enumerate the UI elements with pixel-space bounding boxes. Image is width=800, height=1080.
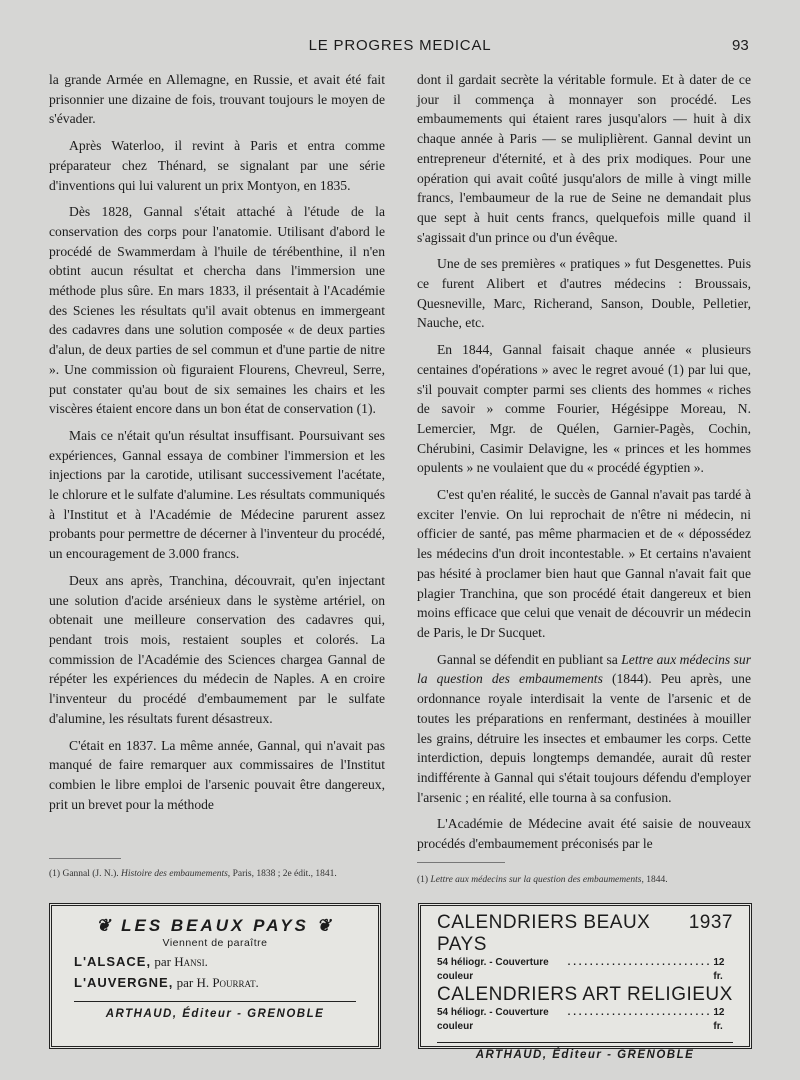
- page-number: 93: [732, 37, 749, 54]
- ad-publisher: ARTHAUD, Éditeur - GRENOBLE: [74, 1001, 356, 1020]
- paragraph: Une de ses premières « pratiques » fut Desgenettes. Puis ce furent Alibert et d'autres médecins : Broussais, Quesneville, Marc, Richerand, Sanson, Double, Pelletier, Nauche, etc.: [417, 256, 751, 331]
- ad-title-text: LES BEAUX PAYS: [121, 916, 309, 935]
- calendar-description: 54 héliogr. - Couverture couleur: [437, 1007, 549, 1032]
- footnote-title: Lettre aux médecins sur la question des embaumements,: [430, 875, 644, 885]
- book-title: L'AUVERGNE,: [74, 975, 174, 990]
- footnote-divider: [417, 862, 505, 863]
- author-prefix: par: [176, 975, 194, 990]
- leader-dots: . . . . . . . . . . . . . . . . . . . . . . . . . .: [567, 957, 710, 968]
- ad-book-line: [74, 975, 356, 991]
- calendar-title: CALENDRIERS ART RELIGIEUX: [437, 984, 733, 1005]
- calendar-price: 12 fr.: [713, 1007, 725, 1032]
- paragraph-text: (1844). Peu après, une ordonnance royale interdisait la vente de l'arsenic et de toutes les préparations en renfermant, destinées à mouiller les grains, détruire les insectes et embaumer les corps. Cette interdiction, depuis longtemps demandée, aurait dû rester indifférente à Gannal qui s'était toujours défendu d'employer l'arsenic ; en réalité, elle tourna à sa confusion.: [417, 671, 751, 805]
- book-title: Lettre aux médecins sur la question des embaumements: [417, 651, 751, 687]
- footnote-left: [49, 868, 385, 881]
- calendar-line: [437, 984, 733, 1006]
- footnote-divider: [49, 858, 121, 859]
- book-title: L'ALSACE,: [74, 954, 152, 969]
- footnote-text: (1): [417, 875, 429, 885]
- paragraph: En 1844, Gannal faisait chaque année « plusieurs centaines d'opérations » avec le regret avoué (1) par lui que, s'il pouvait compter parmi ses clients des hommes « riches de savoir » comme Fourier, Hégésippe Moreau, N. Lemercier, Mgr. de Quélen, Garnier-Pagès, Cochin, Chérubini, Casimir Delavigne, les « princes et les hommes opulents » ne voulaient que du « procédé égyptien ».: [417, 342, 751, 476]
- footnote-text: Paris, 1838 ; 2e édit., 1841.: [232, 869, 337, 879]
- paragraph-with-title: [417, 650, 751, 808]
- footnote-title: Histoire des embaumements,: [121, 869, 231, 879]
- calendar-detail: [437, 956, 733, 984]
- paragraph: Mais ce n'était qu'un résultat insuffisant. Poursuivant ses expériences, Gannal essaya de combiner l'immersion et les injections par la carotide, utilisant successivement l'acétate, le chlorure et le sulfate d'alumine. Les résultats communiqués à l'Institut et à l'Académie de Médecine parurent assez probants pour permettre de décerner à l'inventeur du procédé, un encouragement de 3.000 francs.: [49, 427, 385, 562]
- author-prefix: par: [154, 954, 171, 969]
- paragraph: Après Waterloo, il revint à Paris et entra comme préparateur chez Thénard, se signalant par une série d'inventions qui lui valurent un prix Montyon, en 1835.: [49, 138, 385, 193]
- paragraph: Deux ans après, Tranchina, découvrait, qu'en injectant une solution d'acide arsénieux dans le système artériel, on obtenait une meilleure conservation des cadavres qui, pendant trois mois, restaient souples et colorés. La commission de l'Académie des Sciences chargea Gannal de répéter les expériences du médecin de Naples. A en croire l'inventeur du procédé d'embaumement par le sulfate d'alumine, les résultats furent désastreux.: [49, 572, 385, 726]
- calendar-title: CALENDRIERS BEAUX PAYS: [437, 912, 651, 955]
- ad-subtitle: Viennent de paraître: [162, 937, 268, 949]
- calendar-year: 1937: [688, 912, 733, 933]
- right-column: [417, 70, 751, 854]
- advertisement-calendriers: [418, 903, 752, 1061]
- paragraph: dont il gardait secrète la véritable formule. Et à dater de ce jour il commença à monnayer son procédé. Les embaumements qui étaient rares jusqu'alors — huit à dix chaque année à Paris — se muliplièrent. Gannal devint un entrepreneur d'éternité, et à des prix modiques. Pour une opération qui avait coûté jusqu'alors de mille à vingt mille francs, l'embaumeur de la rue de Seine ne demandait plus que sept à huit cents francs, quelquefois mille quand il s'agissait d'un prince ou d'un évêque.: [417, 72, 751, 245]
- ad-publisher: ARTHAUD, Éditeur - GRENOBLE: [437, 1042, 733, 1061]
- ad-title: [74, 916, 356, 936]
- author-name: Hansi.: [174, 954, 208, 969]
- paragraph: L'Académie de Médecine avait été saisie de nouveaux procédés d'embaumement préconisés par le: [417, 816, 751, 852]
- ornament-icon: ❦: [96, 916, 114, 935]
- calendar-line: [437, 912, 733, 956]
- paragraph: la grande Armée en Allemagne, en Russie, et avait été fait prisonnier une dizaine de fois, trouvant toujours le moyen de s'évader.: [49, 72, 385, 127]
- paragraph: C'est qu'en réalité, le succès de Gannal n'avait pas tardé à exciter l'envie. On lui reprochait de n'être ni médecin, ni officier de santé, pas même pharmacien et de « dépossédez les médecins d'un droit incontestable. » Et certains n'avaient pas hésité à proclamer bien haut que Gannal n'avait fait que plagier Tranchina, que son procédé était dangereux et bien moins efficace que celui que venait de découvrir un médecin de Paris, le Dr Sucquet.: [417, 487, 751, 640]
- ornament-icon: ❦: [316, 916, 334, 935]
- paragraph-text: Gannal se défendit en publiant sa: [437, 651, 618, 667]
- paragraph: Dès 1828, Gannal s'était attaché à l'étude de la conservation des corps pour l'anatomie. Utilisant d'abord le procédé de Swammerdam à l'huile de térébenthine, il n'en obtint aucun résultat et chercha dans l'immersion une méthode plus sûre. En mars 1833, il présentait à l'Académie des Scienes les résultats qu'il avait obtenus en immergeant des cadavres dans une solution composée « de deux parties d'alun, de deux parties de sel commun et d'une partie de nitre ». Une commission où figuraient Flourens, Chevreul, Serre, put constater qu'au bout de six semaines les chairs et les viscères étaient encore dans un bon état de conservation (1).: [49, 204, 385, 417]
- footnote-right: [417, 874, 751, 887]
- calendar-description: 54 héliogr. - Couverture couleur: [437, 957, 549, 982]
- author-name: H. Pourrat.: [196, 975, 259, 990]
- advertisement-les-beaux-pays: [49, 903, 381, 1049]
- footnote-text: 1844.: [646, 875, 668, 885]
- footnote-text: (1) Gannal (J. N.).: [49, 869, 119, 879]
- ad-book-line: [74, 954, 356, 970]
- paragraph: C'était en 1837. La même année, Gannal, qui n'avait pas manqué de faire remarquer aux commissaires de l'Institut combien le libre emploi de l'arsenic pouvait être dangereux, prit un brevet pour la méthode: [49, 737, 385, 812]
- calendar-price: 12 fr.: [713, 957, 725, 982]
- left-column: [49, 70, 385, 814]
- calendar-detail: [437, 1006, 733, 1034]
- leader-dots: . . . . . . . . . . . . . . . . . . . . . . . . . .: [567, 1007, 710, 1018]
- journal-title: LE PROGRES MEDICAL: [308, 37, 492, 54]
